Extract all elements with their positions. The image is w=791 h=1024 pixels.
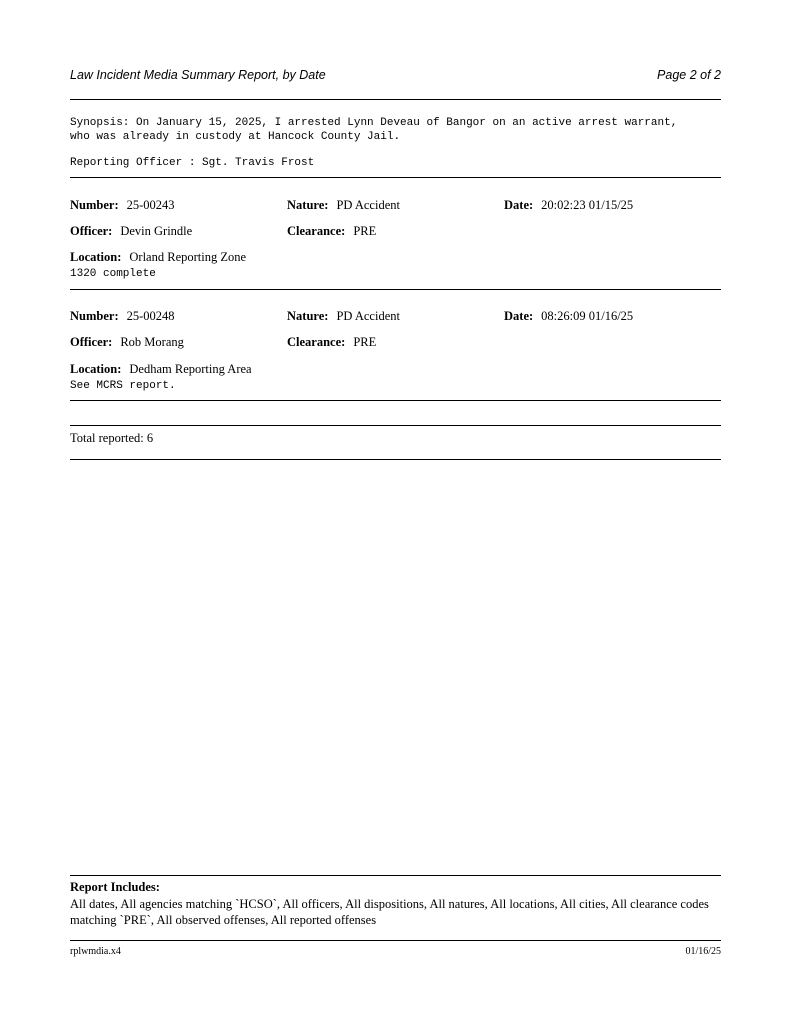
date-value: 20:02:23 01/15/25 <box>541 198 634 212</box>
includes-divider-top <box>70 875 721 876</box>
nature-label: Nature: <box>287 309 329 323</box>
date-value: 08:26:09 01/16/25 <box>541 309 634 323</box>
officer-label: Officer: <box>70 224 113 238</box>
incident-nature <box>287 309 400 324</box>
officer-value: Devin Grindle <box>120 224 193 238</box>
report-includes-title: Report Includes: <box>70 880 160 894</box>
number-label: Number: <box>70 309 119 323</box>
incident-number <box>70 198 175 213</box>
incident-nature <box>287 198 400 213</box>
location-value: Orland Reporting Zone <box>129 250 247 264</box>
number-label: Number: <box>70 198 119 212</box>
total-divider-top <box>70 425 721 426</box>
incident-clearance <box>287 335 376 350</box>
incident-divider <box>70 400 721 401</box>
incident-officer <box>70 335 184 350</box>
synopsis-line-1: Synopsis: On January 15, 2025, I arrested Lynn Deveau of Bangor on an active arrest warrant, <box>70 117 678 129</box>
incident-number <box>70 309 175 324</box>
synopsis-divider <box>70 177 721 178</box>
footer-divider <box>70 940 721 941</box>
reporting-officer: Reporting Officer : Sgt. Travis Frost <box>70 157 315 169</box>
number-value: 25-00248 <box>126 309 175 323</box>
incident-divider <box>70 289 721 290</box>
incident-officer <box>70 224 192 239</box>
incident-note: 1320 complete <box>70 268 156 280</box>
date-label: Date: <box>504 198 534 212</box>
nature-label: Nature: <box>287 198 329 212</box>
officer-value: Rob Morang <box>120 335 184 349</box>
incident-note: See MCRS report. <box>70 380 176 392</box>
report-includes-text: All dates, All agencies matching `HCSO`, All officers, All dispositions, All natures, All locations, All cities, All clearance codes matching `PRE`, All observed offenses, All reported offenses <box>70 897 709 927</box>
synopsis-line-2: who was already in custody at Hancock County Jail. <box>70 131 401 143</box>
incident-location <box>70 250 246 265</box>
location-label: Location: <box>70 362 122 376</box>
clearance-value: PRE <box>353 224 377 238</box>
total-divider-bottom <box>70 459 721 460</box>
print-date: 01/16/25 <box>685 946 721 957</box>
incident-date <box>504 309 633 324</box>
incident-date <box>504 198 633 213</box>
location-label: Location: <box>70 250 122 264</box>
page-number: Page 2 of 2 <box>657 68 721 82</box>
incident-clearance <box>287 224 376 239</box>
total-reported: Total reported: 6 <box>70 431 154 445</box>
header-divider <box>70 99 721 100</box>
date-label: Date: <box>504 309 534 323</box>
clearance-label: Clearance: <box>287 335 346 349</box>
synopsis-text <box>70 116 677 144</box>
nature-value: PD Accident <box>336 309 400 323</box>
clearance-label: Clearance: <box>287 224 346 238</box>
officer-label: Officer: <box>70 335 113 349</box>
report-title: Law Incident Media Summary Report, by Date <box>70 68 326 82</box>
location-value: Dedham Reporting Area <box>129 362 252 376</box>
report-code: rplwmdia.x4 <box>70 946 121 957</box>
number-value: 25-00243 <box>126 198 175 212</box>
incident-location <box>70 362 252 377</box>
nature-value: PD Accident <box>336 198 400 212</box>
clearance-value: PRE <box>353 335 377 349</box>
